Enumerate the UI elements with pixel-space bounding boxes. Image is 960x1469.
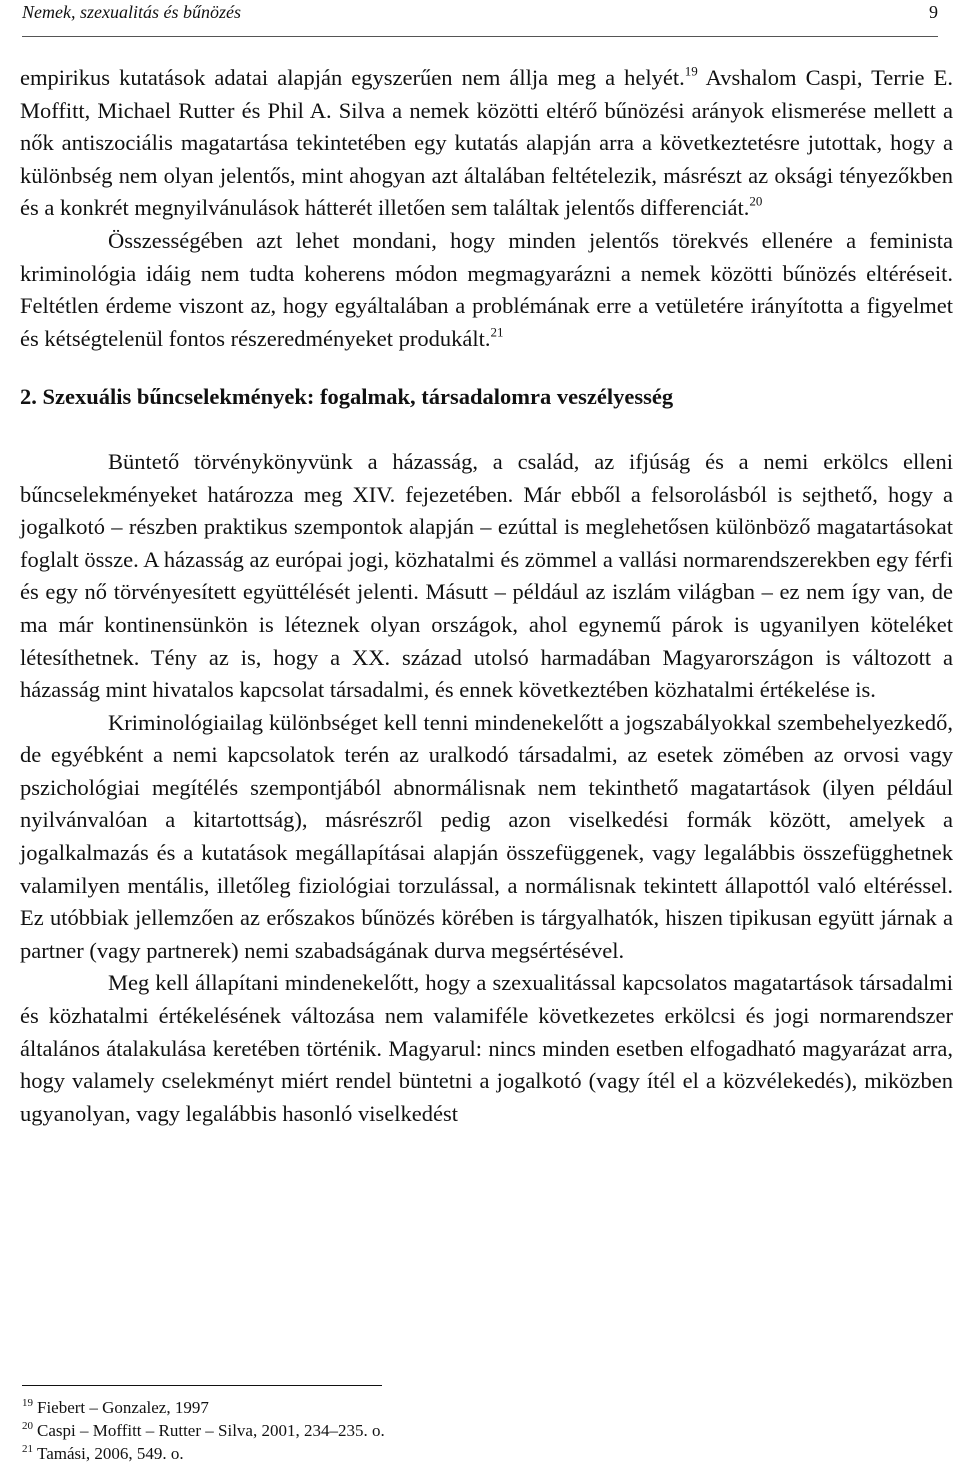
section-number: 2. <box>20 384 37 410</box>
paragraph-1-text-a: empirikus kutatások adatai alapján egyszerűen nem állja meg a helyét. <box>20 65 685 90</box>
paragraph-4: Kriminológiailag különbséget kell tenni mindenekelőtt a jogszabályokkal szembehelyezkedő, de egyébként a nemi kapcsolatok terén az uralkodó társadalmi, az esetek zömében az orvosi vagy pszichológiai megítélés szempontjából abnormálisnak nem tekinthető magatartások (ilyen például nyilvánvalóan a kitartottság), másrészről pedig azon viselkedési formák között, amelyek a jogalkalmazás és a kutatások megállapításai alapján összefüggenek, vagy legalábbis összefügghetnek valamilyen mentális, illetőleg fiziológiai torzulással, a normálisnak tekintett állapottól való eltéréssel. Ez utóbbiak jellemzően az erőszakos bűnözés körében is tárgyalhatók, hiszen tipikusan együtt járnak a partner (vagy partnerek) nemi szabadságának durva megsértésével. <box>20 709 953 963</box>
footnote-ref-19[interactable]: 19 <box>684 63 698 79</box>
running-header <box>22 0 938 37</box>
footnote-number: 21 <box>22 1443 33 1456</box>
paragraph-2 <box>20 225 953 355</box>
main-text <box>20 62 953 1130</box>
section-heading <box>20 381 953 414</box>
footnotes <box>22 1396 385 1465</box>
footnote-divider <box>22 1385 382 1386</box>
footnote-19 <box>22 1396 385 1419</box>
paragraph-5: Meg kell állapítani mindenekelőtt, hogy a szexualitással kapcsolatos magatartások társadalmi és közhatalmi értékelésének változása nem valamiféle következetes erkölcsi és jogi normarendszer általános átalakulása keretében történik. Magyarul: nincs minden esetben elfogadható magyarázat arra, hogy valamely cselekményt miért rendel büntetni a jogalkotó (vagy ítél el a közvélekedés), miközben ugyanolyan, vagy legalábbis hasonló viselkedést <box>20 970 953 1126</box>
paragraph-1 <box>20 62 953 225</box>
footnote-20 <box>22 1419 385 1442</box>
running-title: Nemek, szexualitás és bűnözés <box>22 2 241 22</box>
footnote-text: Caspi – Moffitt – Rutter – Silva, 2001, 234–235. o. <box>37 1421 385 1440</box>
footnote-number: 20 <box>22 1420 33 1433</box>
footnote-number: 19 <box>22 1397 33 1410</box>
section-title: Szexuális bűncselekmények: fogalmak, társadalomra veszélyesség <box>42 384 674 410</box>
footnote-ref-20[interactable]: 20 <box>749 193 763 209</box>
paragraph-2-text: Összességében azt lehet mondani, hogy minden jelentős törekvés ellenére a feminista kriminológia idáig nem tudta koherens módon megmagyarázni a nemek közötti bűnözés eltéréseit. Feltétlen érdeme viszont az, hogy egyáltalában a problémának erre a vetületére irányította a figyelmet és kétségtelenül fontos részeredményeket produkált. <box>20 227 953 351</box>
footnote-21 <box>22 1442 385 1465</box>
paragraph-3: Büntető törvénykönyvünk a házasság, a család, az ifjúság és a nemi erkölcs elleni bűncselekményeket határozza meg XIV. fejezetében. Már ebből a felsorolásból is sejthető, hogy a jogalkotó – részben praktikus szempontok alapján – ezúttal is meglehetősen különböző magatartásokat foglalt össze. A házasság az európai jogi, közhatalmi és zömmel a vallási normarendszerekben egy férfi és egy nő törvényesített együttélését jelenti. Másutt – például az iszlám világban – ez nem így van, de ma már kontinensünkön is léteznek olyan országok, ahol egynemű párok is ugyanilyen köteléket létesíthetnek. Tény az is, hogy a XX. század utolsó harmadában Magyarországon is változott a házasság mint hivatalos kapcsolat társadalmi, és ennek következtében közhatalmi értékelése is. <box>20 448 953 703</box>
footnote-text: Tamási, 2006, 549. o. <box>37 1444 184 1463</box>
footnote-text: Fiebert – Gonzalez, 1997 <box>37 1398 209 1417</box>
paragraph-1-text-b: Avshalom Caspi, Terrie E. Moffitt, Michael Rutter és Phil A. Silva a nemek közötti eltérő bűnözési arányok elismerése mellett a nők antiszociális magatartása tekintetében egy kutatás alapján arra a következtetésre jutottak, hogy a különbség nem olyan jelentős, mint ahogyan azt általában feltételezik, másrészt az oksági tényezőkben és a konkrét megnyilvánulások hátterét illetően sem találtak jelentős differenciát. <box>20 65 953 221</box>
footnote-ref-21[interactable]: 21 <box>490 324 504 339</box>
page-number: 9 <box>929 2 938 22</box>
